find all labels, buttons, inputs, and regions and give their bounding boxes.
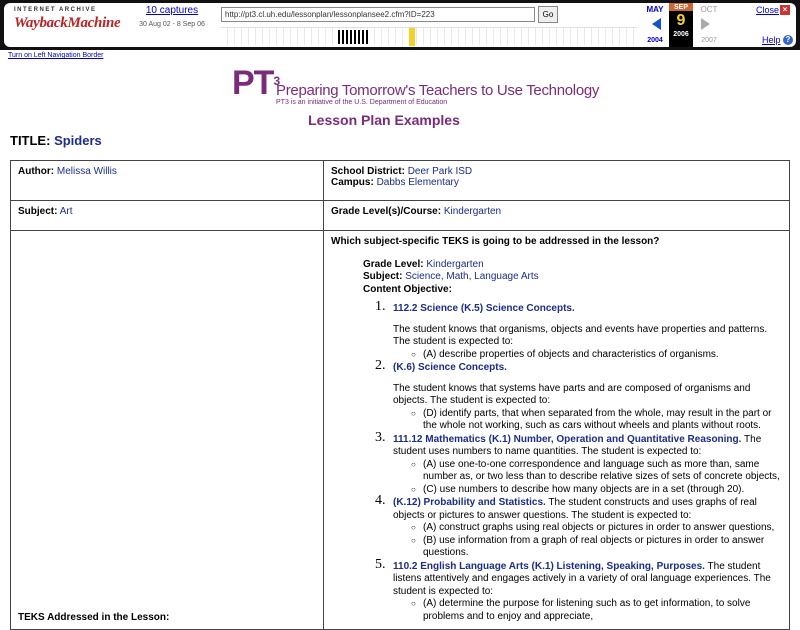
grade-level-label: Grade Level: [363, 258, 424, 270]
teks-content-cell [324, 231, 790, 630]
list-item-number: 1. [375, 299, 386, 314]
list-item-number: 5. [375, 556, 386, 572]
next-year-label: 2007 [701, 37, 717, 44]
sub-list-item: ○ (A) construct graphs using real objects or pictures in order to answer questions, [393, 522, 782, 535]
list-item-body: The student knows that organisms, objects and events have properties and patterns. The student is expected to: [393, 323, 768, 347]
teks-question: Which subject-specific TEKS is going to be addressed in the lesson? [331, 236, 660, 247]
pt3-logo-sup: 3 [273, 74, 280, 88]
page-heading: Lesson Plan Examples [308, 112, 460, 128]
subject-cell [11, 201, 324, 231]
grade-course-label: Grade Level(s)/Course: [331, 206, 442, 217]
prev-year-link[interactable]: 2004 [647, 37, 663, 44]
list-item-number: 2. [375, 358, 386, 373]
nav-border-toggle-link[interactable]: Turn on Left Navigation Border [8, 52, 104, 59]
prev-capture-arrow-icon[interactable] [652, 18, 661, 30]
close-link[interactable]: Close [756, 5, 780, 15]
list-item-number: 4. [375, 493, 386, 508]
sub-list-item: ○ (B) use information from a graph of real objects or pictures in order to answer questions. [393, 535, 782, 560]
pt3-banner[interactable] [232, 64, 600, 108]
author-cell [11, 161, 324, 201]
sub-list-item: ○ (A) describe properties of objects and characteristics of organisms. [393, 349, 782, 362]
list-item-body: The student knows that systems have parts and are composed of organisms and objects. The student is expected to: [393, 382, 751, 406]
sub-list-item: ○ (A) determine the purpose for listening such as to get information, to solve problems and to enjoy and appreciate, [393, 598, 782, 623]
captures-range: 30 Aug 02 - 8 Sep 06 [139, 21, 205, 28]
next-capture-arrow-icon [701, 18, 710, 30]
url-input[interactable] [221, 7, 535, 22]
close-icon[interactable]: × [780, 5, 790, 15]
pt3-subline: PT3 is an initiative of the U.S. Department of Education [276, 99, 448, 106]
list-item-heading: 111.12 Mathematics (K.1) Number, Operation and Quantitative Reasoning. [393, 433, 742, 445]
district-cell [324, 161, 790, 201]
table-row [11, 231, 790, 630]
pt3-tagline: Preparing Tomorrow's Teachers to Use Technology [276, 82, 600, 99]
help-icon[interactable]: ? [783, 35, 793, 45]
list-item [375, 429, 782, 497]
subject-value: Art [59, 206, 73, 217]
teks-list [375, 299, 782, 623]
pt3-logo [232, 66, 279, 100]
prev-month-link[interactable]: MAY [646, 5, 664, 14]
teks-subject-value: Science, Math, Language Arts [405, 271, 539, 282]
sub-list-item: ○ (A) use one-to-one correspondence and language such as more than, same number as, or two less than to describe relative sizes of sets of concrete objects, [393, 459, 782, 484]
captures-info [122, 5, 222, 28]
teks-subject-label: Subject: [363, 271, 403, 282]
lesson-title-value: Spiders [54, 133, 102, 148]
list-item-number: 3. [375, 429, 386, 445]
captures-link[interactable]: 10 captures [145, 5, 199, 16]
wayback-toolbar-panel [4, 3, 796, 47]
wayback-logo-top: INTERNET ARCHIVE [14, 7, 97, 13]
table-row [11, 161, 790, 201]
subject-label: Subject: [18, 206, 58, 217]
pt3-logo-text: PT [232, 64, 274, 102]
capture-ticks [338, 30, 368, 44]
teks-row-label: TEKS Addressed in the Lesson: [11, 231, 324, 630]
grade-course-cell [324, 201, 790, 231]
list-item-heading: (K.6) Science Concepts. [393, 362, 507, 373]
campus-value: Dabbs Elementary [376, 177, 459, 188]
list-item-heading: 112.2 Science (K.5) Science Concepts. [393, 303, 575, 314]
capture-timeline[interactable] [221, 27, 637, 45]
wayback-logo-main: WaybackMachine [14, 15, 121, 31]
wayback-logo[interactable] [14, 7, 121, 43]
content-objective-label: Content Objective: [363, 283, 452, 295]
list-item-text: The student listens attentively and engages actively in a variety of oral language experiences. The student is expected to: [393, 560, 771, 597]
lesson-title-label: TITLE: [10, 133, 51, 148]
campus-label: Campus: [331, 177, 374, 188]
lesson-title [10, 133, 102, 148]
list-item [375, 299, 782, 361]
list-item [375, 556, 782, 624]
list-item-text: The student constructs and uses graphs of real objects or pictures to answer questions. The student is expected to: [393, 497, 757, 521]
author-label: Author: [18, 166, 55, 177]
grade-course-value: Kindergarten [443, 206, 502, 217]
list-item [375, 493, 782, 560]
list-item-text: The student uses numbers to name quantities. The student is expected to: [393, 433, 762, 457]
district-value: Deer Park ISD [407, 166, 473, 177]
wayback-toolbar [0, 0, 800, 50]
next-month-label: OCT [700, 5, 718, 14]
grade-level-value: Kindergarten [426, 258, 484, 270]
district-label: School District: [331, 166, 405, 177]
lesson-plan-table [10, 160, 790, 630]
current-month: SEP [669, 3, 693, 11]
list-item-heading: (K.12) Probability and Statistics. [393, 497, 546, 508]
teks-meta [363, 259, 782, 297]
current-capture-calendar [669, 3, 693, 47]
help-link[interactable]: Help [762, 35, 781, 45]
author-value: Melissa Willis [56, 166, 117, 177]
table-row [11, 201, 790, 231]
current-day: 9 [676, 12, 686, 29]
sub-list-item: ○ (C) use numbers to describe how many objects are in a set (through 20). [393, 484, 782, 497]
go-button[interactable]: Go [538, 6, 558, 23]
list-item [375, 358, 782, 433]
timeline-current-marker [409, 28, 415, 46]
current-year: 2006 [673, 31, 689, 38]
list-item-heading: 110.2 English Language Arts (K.1) Listening, Speaking, Purposes. [393, 560, 705, 572]
sub-list-item: ○ (D) identify parts, that when separated from the whole, may result in the part or the whole not working, such as cars without wheels and plants without roots. [393, 408, 782, 433]
